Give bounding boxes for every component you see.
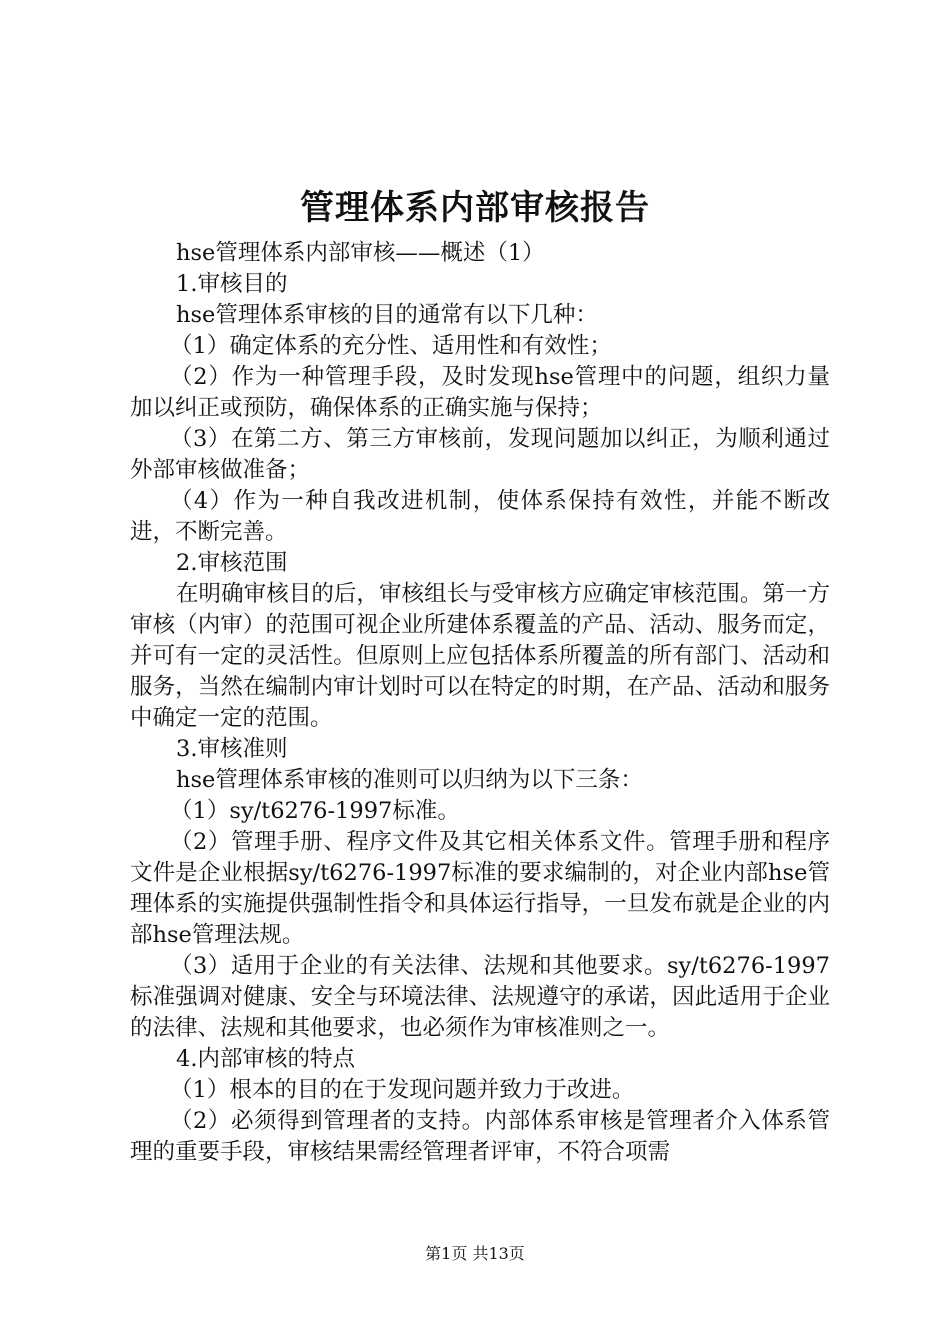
paragraph-criteria-1: （1）sy/t6276-1997标准。 [170,798,460,824]
heading-audit-scope: 2.审核范围 [176,550,288,576]
paragraph-criteria-3: （3）适用于企业的有关法律、法规和其他要求。sy/t6276-1997标准强调对健康、安全与环境法律、法规遵守的承诺，因此适用于企业的法律、法规和其他要求，也必须作为审核准则之一。 [130,953,830,1041]
paragraph-purpose-3: （3）在第二方、第三方审核前，发现问题加以纠正，为顺利通过外部审核做准备； [130,426,830,483]
document-title: 管理体系内部审核报告 [300,188,650,228]
paragraph-purpose-2: （2）作为一种管理手段，及时发现hse管理中的问题，组织力量加以纠正或预防，确保体系的正确实施与保持； [130,364,830,421]
paragraph-criteria-2: （2）管理手册、程序文件及其它相关体系文件。管理手册和程序文件是企业根据sy/t6276-1997标准的要求编制的，对企业内部hse管理体系的实施提供强制性指令和具体运行指导，一旦发布就是企业的内部hse管理法规。 [130,829,830,948]
heading-internal-audit-features: 4.内部审核的特点 [176,1046,355,1072]
paragraph-feature-1: （1）根本的目的在于发现问题并致力于改进。 [170,1077,635,1103]
document-body [130,238,830,1168]
paragraph-overview: hse管理体系内部审核——概述（1） [176,240,545,266]
paragraph-purpose-1: （1）确定体系的充分性、适用性和有效性； [170,333,612,359]
page-number: 第1页 共13页 [425,1244,525,1263]
paragraph-scope: 在明确审核目的后，审核组长与受审核方应确定审核范围。第一方审核（内审）的范围可视企业所建体系覆盖的产品、活动、服务而定，并可有一定的灵活性。但原则上应包括体系所覆盖的所有部门、活动和服务，当然在编制内审计划时可以在特定的时期，在产品、活动和服务中确定一定的范围。 [130,581,830,731]
paragraph-criteria-intro: hse管理体系审核的准则可以归纳为以下三条： [176,767,643,793]
paragraph-purpose-intro: hse管理体系审核的目的通常有以下几种： [176,302,598,328]
paragraph-purpose-4: （4）作为一种自我改进机制，使体系保持有效性，并能不断改进，不断完善。 [130,488,830,545]
heading-audit-criteria: 3.审核准则 [176,736,288,762]
heading-audit-purpose: 1.审核目的 [176,271,288,297]
paragraph-feature-2: （2）必须得到管理者的支持。内部体系审核是管理者介入体系管理的重要手段，审核结果需经管理者评审，不符合项需 [130,1108,830,1165]
